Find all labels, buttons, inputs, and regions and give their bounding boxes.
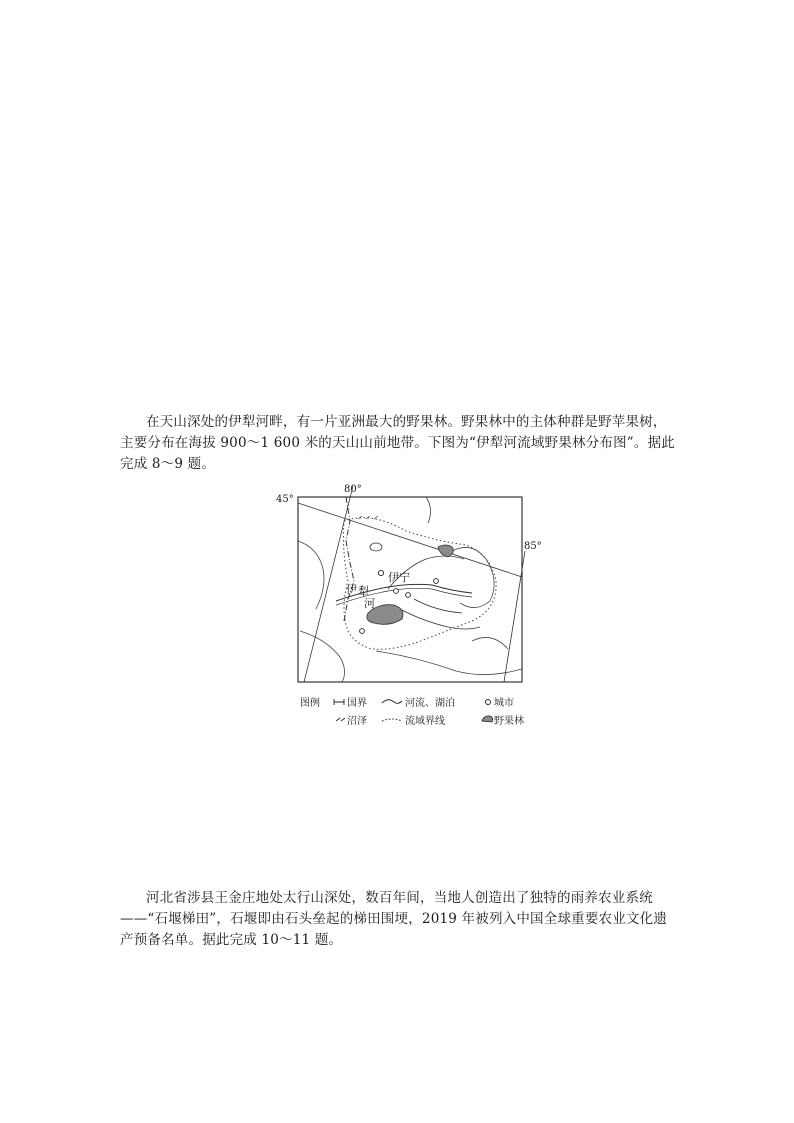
yili-river-map-figure bbox=[276, 481, 542, 729]
legend-forest-icon bbox=[482, 716, 493, 722]
river-label-char-2: 犁 bbox=[358, 585, 369, 598]
legend-basin-icon bbox=[382, 719, 402, 721]
legend-city-label: 城市 bbox=[494, 698, 514, 709]
city-marker bbox=[360, 629, 365, 634]
passage-2-line-3: 产预备名单。据此完成 10～11 题。 bbox=[120, 932, 343, 948]
city-label-yining: 伊宁 bbox=[388, 571, 410, 584]
passage-1-line-1: 在天山深处的伊犁河畔，有一片亚洲最大的野果林。野果林中的主体种群是野苹果树， bbox=[146, 414, 667, 430]
legend-border-icon bbox=[334, 699, 344, 705]
legend-title: 图例 bbox=[300, 698, 320, 709]
passage-1-line-2: 主要分布在海拔 900～1 600 米的天山山前地带。下图为“伊犁河流域野果林分布图”。据此 bbox=[120, 435, 675, 451]
yili-river-map bbox=[276, 481, 542, 729]
passage-2-line-2: ——“石堰梯田”，石堰即由石头垒起的梯田围埂，2019 年被列入中国全球重要农业文化遗 bbox=[120, 911, 668, 927]
map-legend bbox=[300, 696, 524, 727]
legend-river-icon bbox=[382, 700, 402, 704]
longitude-label-85: 85° bbox=[524, 541, 542, 552]
legend-border-label: 国界 bbox=[347, 698, 367, 709]
passage-1-line-3: 完成 8～9 题。 bbox=[120, 456, 216, 472]
city-marker bbox=[394, 589, 399, 594]
city-marker bbox=[378, 570, 383, 575]
longitude-label-80: 80° bbox=[344, 484, 362, 495]
passage-2-line-1: 河北省涉县王金庄地处太行山深处，数百年间，当地人创造出了独特的雨养农业系统 bbox=[146, 890, 653, 906]
city-marker bbox=[434, 579, 439, 584]
legend-swamp-icon bbox=[336, 718, 345, 721]
latitude-label-45: 45° bbox=[276, 494, 294, 505]
legend-swamp-label: 沼泽 bbox=[347, 716, 367, 727]
legend-city-icon bbox=[486, 700, 491, 705]
legend-river-label: 河流、湖泊 bbox=[405, 698, 455, 709]
river-label-char-1: 伊 bbox=[346, 583, 357, 596]
legend-forest-label: 野果林 bbox=[494, 716, 524, 727]
river-label-char-3: 河 bbox=[364, 597, 375, 610]
city-marker bbox=[406, 593, 411, 598]
legend-basin-label: 流域界线 bbox=[405, 716, 445, 727]
map-frame bbox=[298, 497, 522, 682]
